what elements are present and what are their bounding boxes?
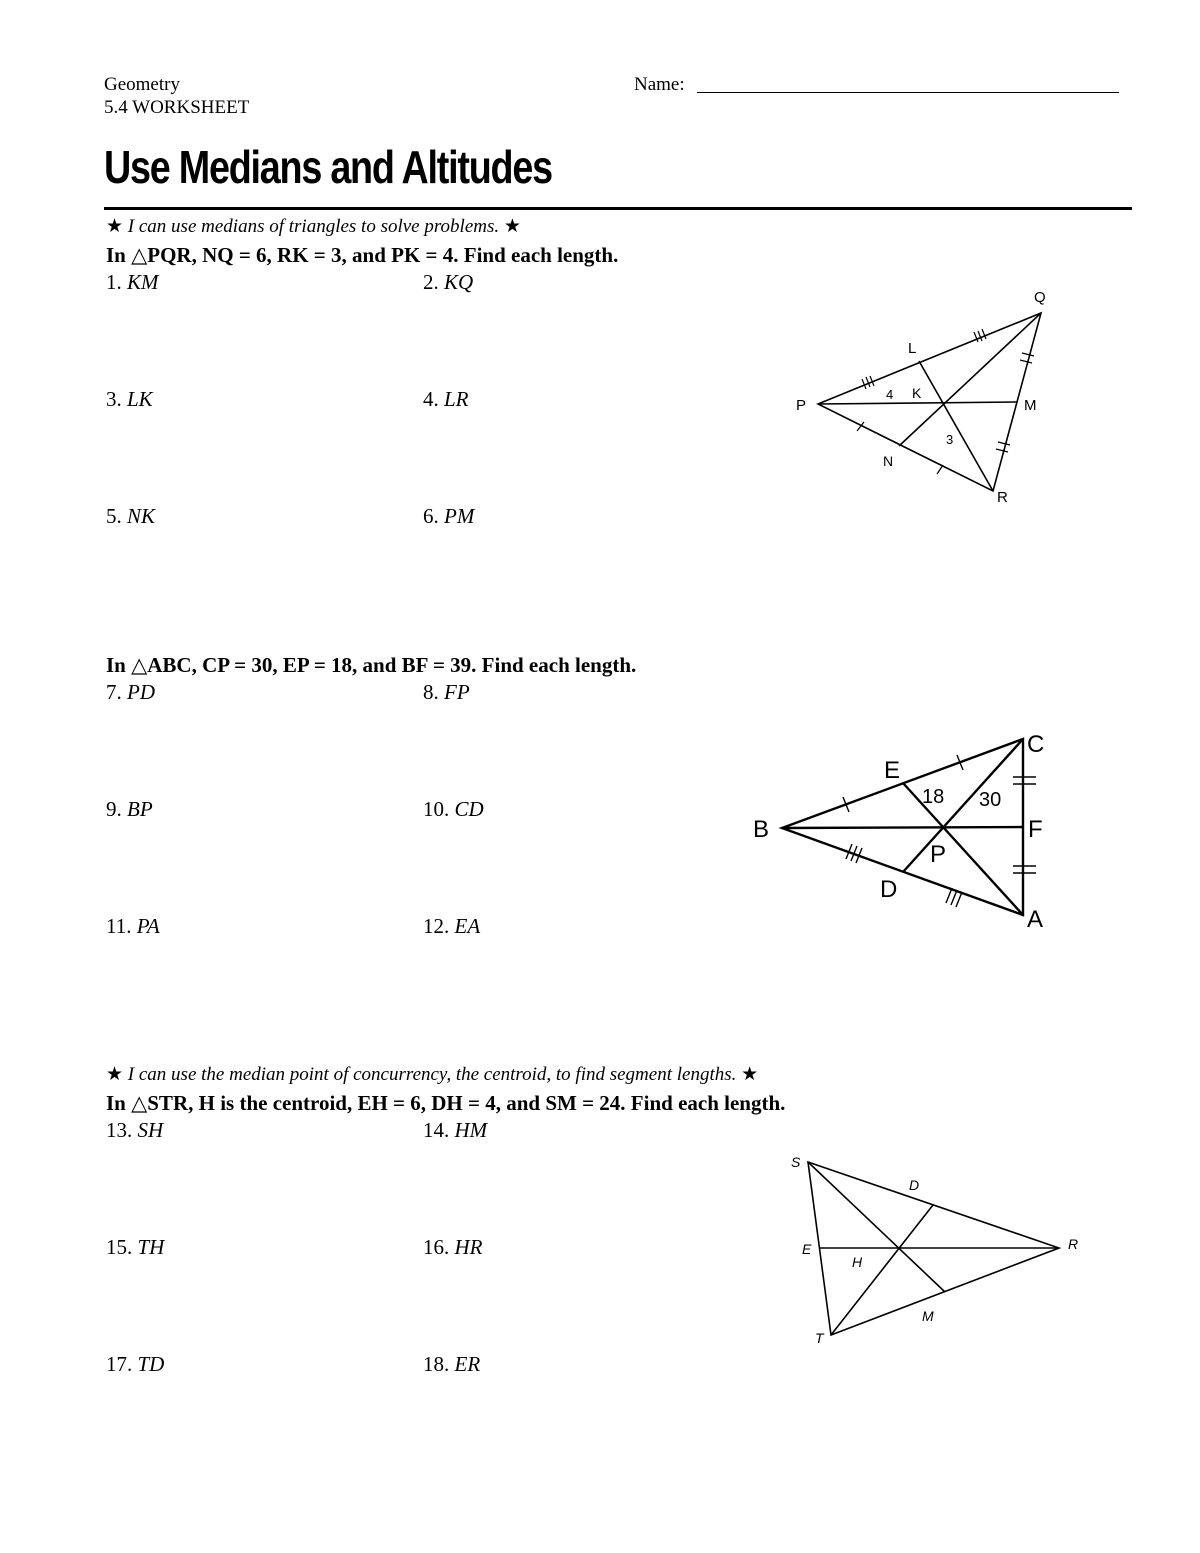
length-label-rk: 3 [946,432,954,447]
vertex-label-r: R [997,489,1008,506]
point-label-e: E [884,757,901,784]
question-11: 11. PA [106,914,160,938]
length-label-cp: 30 [979,789,1002,811]
question-8: 8. FP [423,680,470,704]
vertex-label-t: T [815,1330,824,1346]
question-3: 3. LK [106,387,153,411]
question-9: 9. BP [106,797,153,821]
median-rl [919,361,993,491]
median-ae [903,783,1023,915]
question-7: 7. PD [106,680,155,704]
problem-prompt-1: In △PQR, NQ = 6, RK = 3, and PK = 4. Find each length. [106,243,619,267]
vertex-label-s: S [791,1154,801,1170]
question-16: 16. HR [423,1235,483,1259]
length-label-pk: 4 [886,387,894,402]
question-10: 10. CD [423,797,484,821]
question-6: 6. PM [423,504,475,528]
vertex-label-c: C [1027,731,1045,758]
point-label-d: D [880,876,898,903]
centroid-label-p: P [930,841,947,868]
triangle-abc-diagram [745,725,1085,940]
question-17: 17. TD [106,1352,165,1376]
triangle-pqr-diagram [780,280,1080,510]
question-2: 2. KQ [423,270,474,294]
star-icon: ★ [503,216,521,237]
question-13: 13. SH [106,1118,164,1142]
point-label-f: F [1028,816,1043,843]
name-label: Name: [634,74,685,95]
point-label-l: L [908,340,917,357]
title-rule [104,207,1132,210]
point-label-m: M [922,1308,934,1324]
name-field[interactable] [697,92,1119,93]
page-title: Use Medians and Altitudes [104,141,552,193]
worksheet-label: 5.4 WORKSHEET [104,97,250,118]
question-4: 4. LR [423,387,469,411]
median-cd [903,739,1023,872]
vertex-label-b: B [753,816,770,843]
learning-goal-2 [106,1063,758,1086]
problem-prompt-2: In △ABC, CP = 30, EP = 18, and BF = 39. Find each length. [106,653,637,677]
learning-goal-1 [106,215,521,238]
learning-goal-text: I can use the median point of concurrency, the centroid, to find segment lengths. [127,1064,737,1085]
question-5: 5. NK [106,504,156,528]
median-sm [808,1162,945,1292]
vertex-label-p: P [796,397,807,414]
star-icon: ★ [106,1064,124,1085]
vertex-label-r: R [1068,1236,1079,1252]
question-14: 14. HM [423,1118,488,1142]
learning-goal-text: I can use medians of triangles to solve problems. [127,216,500,237]
point-label-n: N [883,453,894,469]
question-12: 12. EA [423,914,481,938]
question-1: 1. KM [106,270,159,294]
vertex-label-a: A [1027,906,1044,933]
star-icon: ★ [741,1064,759,1085]
point-label-e: E [802,1241,812,1257]
point-label-m: M [1024,397,1037,414]
question-18: 18. ER [423,1352,481,1376]
course-name: Geometry [104,74,180,95]
point-label-d: D [909,1177,920,1193]
star-icon: ★ [106,216,124,237]
question-15: 15. TH [106,1235,165,1259]
triangle-str-diagram [790,1145,1090,1355]
median-qn [899,313,1041,446]
vertex-label-q: Q [1034,289,1046,306]
point-label-k: K [912,385,922,401]
problem-prompt-3: In △STR, H is the centroid, EH = 6, DH = 4, and SM = 24. Find each length. [106,1091,786,1115]
length-label-ep: 18 [922,786,945,808]
median-pm [818,402,1017,404]
median-bf [782,827,1023,828]
centroid-label-h: H [852,1254,863,1270]
